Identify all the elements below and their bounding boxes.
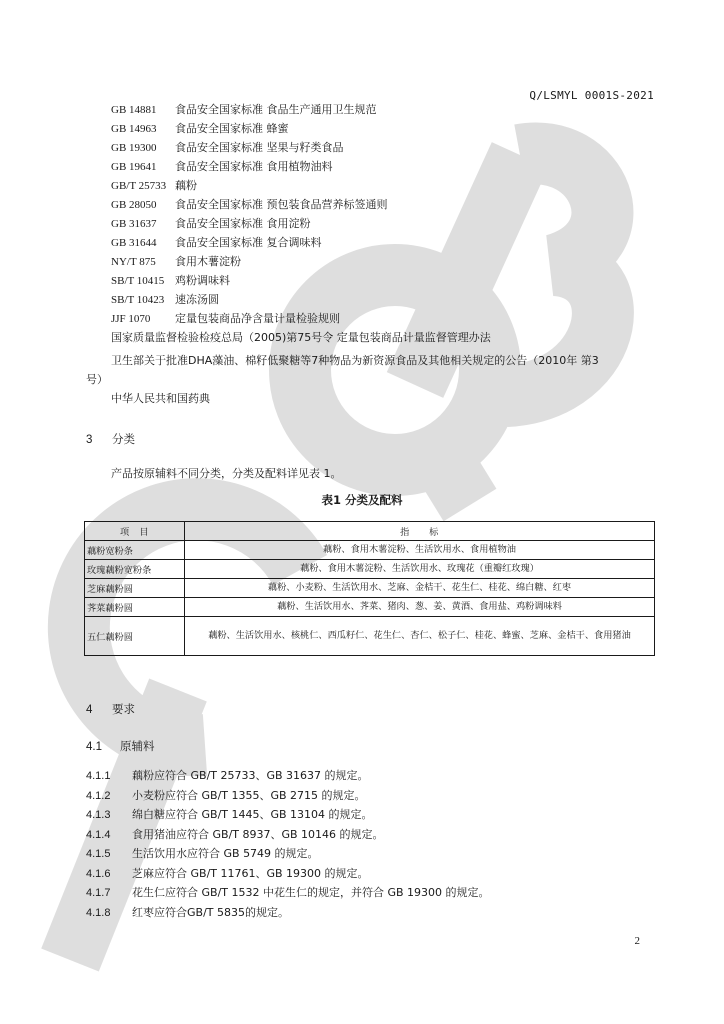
health-notice-line2: 号） bbox=[86, 373, 108, 386]
standard-code: GB 31637 bbox=[111, 218, 157, 230]
table-cell-spec: 藕粉、小麦粉、生活饮用水、芝麻、金桔干、花生仁、桂花、绵白糖、红枣 bbox=[185, 579, 655, 598]
standard-code: JJF 1070 bbox=[111, 313, 151, 325]
table-row bbox=[85, 617, 655, 656]
clause-text: 芝麻应符合 GB/T 11761、GB 19300 的规定。 bbox=[132, 866, 369, 880]
section-4-1-heading bbox=[86, 737, 155, 756]
table-cell-item: 玫瑰藕粉宽粉条 bbox=[85, 560, 185, 579]
reference-item bbox=[111, 214, 671, 233]
clause-number: 4.1.6 bbox=[86, 867, 111, 880]
reference-item bbox=[111, 290, 671, 309]
standard-title: 食品安全国家标准 食用淀粉 bbox=[175, 217, 311, 230]
requirement-item bbox=[86, 864, 666, 884]
standard-title: 定量包装商品净含量计量检验规则 bbox=[175, 312, 340, 325]
reference-item bbox=[111, 271, 671, 290]
document-code: Q/LSMYL 0001S-2021 bbox=[529, 89, 654, 102]
requirement-item bbox=[86, 786, 666, 806]
standard-code: GB 14881 bbox=[111, 104, 157, 116]
requirement-item bbox=[86, 903, 666, 923]
standard-code: GB 19641 bbox=[111, 161, 157, 173]
section-number: 3 bbox=[86, 434, 93, 446]
clause-text: 小麦粉应符合 GB/T 1355、GB 2715 的规定。 bbox=[132, 788, 366, 802]
clause-text: 藕粉应符合 GB/T 25733、GB 31637 的规定。 bbox=[132, 769, 369, 782]
table-cell-spec: 藕粉、食用木薯淀粉、生活饮用水、玫瑰花（重瓣红玫瑰） bbox=[185, 560, 655, 579]
clause-number: 4.1.1 bbox=[86, 770, 111, 782]
standard-title: 食品安全国家标准 坚果与籽类食品 bbox=[175, 141, 344, 154]
standard-title: 食品安全国家标准 食品生产通用卫生规范 bbox=[175, 103, 377, 116]
standard-code: GB 31644 bbox=[111, 237, 157, 249]
table-row bbox=[85, 560, 655, 579]
requirement-item bbox=[86, 766, 666, 786]
table-cell-spec: 藕粉、生活饮用水、荠菜、猪肉、葱、姜、黄酒、食用盐、鸡粉调味料 bbox=[185, 598, 655, 617]
table-cell-spec: 藕粉、食用木薯淀粉、生活饮用水、食用植物油 bbox=[185, 541, 655, 560]
table-cell-spec: 藕粉、生活饮用水、核桃仁、西瓜籽仁、花生仁、杏仁、松子仁、桂花、蜂蜜、芝麻、金桔干、食用猪油 bbox=[185, 617, 655, 656]
standard-title: 藕粉 bbox=[175, 179, 197, 192]
section-number: 4 bbox=[86, 704, 93, 716]
clause-number: 4.1.4 bbox=[86, 828, 111, 841]
requirement-item bbox=[86, 844, 666, 864]
table-row bbox=[85, 579, 655, 598]
standard-code: GB/T 25733 bbox=[111, 180, 167, 192]
table-cell-item: 藕粉宽粉条 bbox=[85, 541, 185, 560]
standard-code: NY/T 875 bbox=[111, 256, 156, 268]
raw-material-requirements bbox=[86, 766, 666, 922]
health-notice-line1: 卫生部关于批准DHA藻油、棉籽低聚糖等7种物品为新资源食品及其他相关规定的公告（2010年 第3 bbox=[111, 354, 599, 367]
requirement-item bbox=[86, 883, 666, 903]
standard-code: GB 28050 bbox=[111, 199, 157, 211]
clause-text: 红枣应符合GB/T 5835的规定。 bbox=[132, 905, 289, 919]
section-4-heading bbox=[86, 700, 135, 719]
table-row bbox=[85, 598, 655, 617]
section-title: 原辅料 bbox=[120, 739, 155, 753]
section-title: 要求 bbox=[112, 702, 135, 716]
section-number: 4.1 bbox=[86, 741, 102, 753]
clause-text: 绵白糖应符合 GB/T 1445、GB 13104 的规定。 bbox=[132, 808, 373, 821]
clause-number: 4.1.5 bbox=[86, 848, 111, 860]
standard-title: 食用木薯淀粉 bbox=[175, 255, 241, 268]
classification-intro: 产品按原辅料不同分类，分类及配料详见表 1。 bbox=[111, 467, 342, 480]
normative-references-list bbox=[111, 100, 671, 347]
reference-item bbox=[111, 138, 671, 157]
standard-title: 食品安全国家标准 预包装食品营养标签通则 bbox=[175, 198, 388, 211]
requirement-item bbox=[86, 825, 666, 845]
reference-item bbox=[111, 195, 671, 214]
reference-item-notice: 国家质量监督检验检疫总局（2005)第75号令 定量包装商品计量监督管理办法 bbox=[111, 331, 491, 344]
standard-title: 食品安全国家标准 复合调味料 bbox=[175, 236, 322, 249]
clause-number: 4.1.2 bbox=[86, 789, 111, 802]
reference-item bbox=[111, 119, 671, 138]
clause-number: 4.1.8 bbox=[86, 906, 111, 919]
table-cell-item: 荠菜藕粉圆 bbox=[85, 598, 185, 617]
table-cell-item: 五仁藕粉圆 bbox=[85, 617, 185, 656]
reference-item bbox=[111, 233, 671, 252]
column-header-item: 项 目 bbox=[85, 522, 185, 541]
standard-code: SB/T 10415 bbox=[111, 275, 165, 287]
standard-code: GB 19300 bbox=[111, 142, 157, 154]
clause-number: 4.1.7 bbox=[86, 887, 111, 899]
table-header-row bbox=[85, 522, 655, 541]
standard-title: 速冻汤圆 bbox=[175, 293, 219, 306]
standard-code: GB 14963 bbox=[111, 123, 157, 135]
clause-number: 4.1.3 bbox=[86, 809, 111, 821]
table-row bbox=[85, 541, 655, 560]
table-caption: 表1 分类及配料 bbox=[321, 493, 403, 507]
standard-code: SB/T 10423 bbox=[111, 294, 165, 306]
clause-text: 生活饮用水应符合 GB 5749 的规定。 bbox=[132, 847, 319, 860]
requirement-item bbox=[86, 805, 666, 825]
reference-item bbox=[111, 252, 671, 271]
reference-item bbox=[111, 309, 671, 328]
standard-title: 食品安全国家标准 食用植物油料 bbox=[175, 160, 333, 173]
section-title: 分类 bbox=[112, 432, 135, 446]
reference-item bbox=[111, 176, 671, 195]
standard-title: 食品安全国家标准 蜂蜜 bbox=[175, 122, 289, 135]
reference-item bbox=[111, 100, 671, 119]
clause-text: 食用猪油应符合 GB/T 8937、GB 10146 的规定。 bbox=[132, 827, 384, 841]
page-number: 2 bbox=[634, 935, 640, 947]
pharmacopoeia-reference: 中华人民共和国药典 bbox=[111, 392, 210, 405]
classification-table bbox=[84, 521, 655, 656]
section-3-heading bbox=[86, 430, 135, 449]
standard-title: 鸡粉调味料 bbox=[175, 274, 230, 287]
reference-item bbox=[111, 157, 671, 176]
table-cell-item: 芝麻藕粉圆 bbox=[85, 579, 185, 598]
column-header-spec: 指 标 bbox=[185, 522, 655, 541]
clause-text: 花生仁应符合 GB/T 1532 中花生仁的规定，并符合 GB 19300 的规定。 bbox=[132, 886, 490, 899]
